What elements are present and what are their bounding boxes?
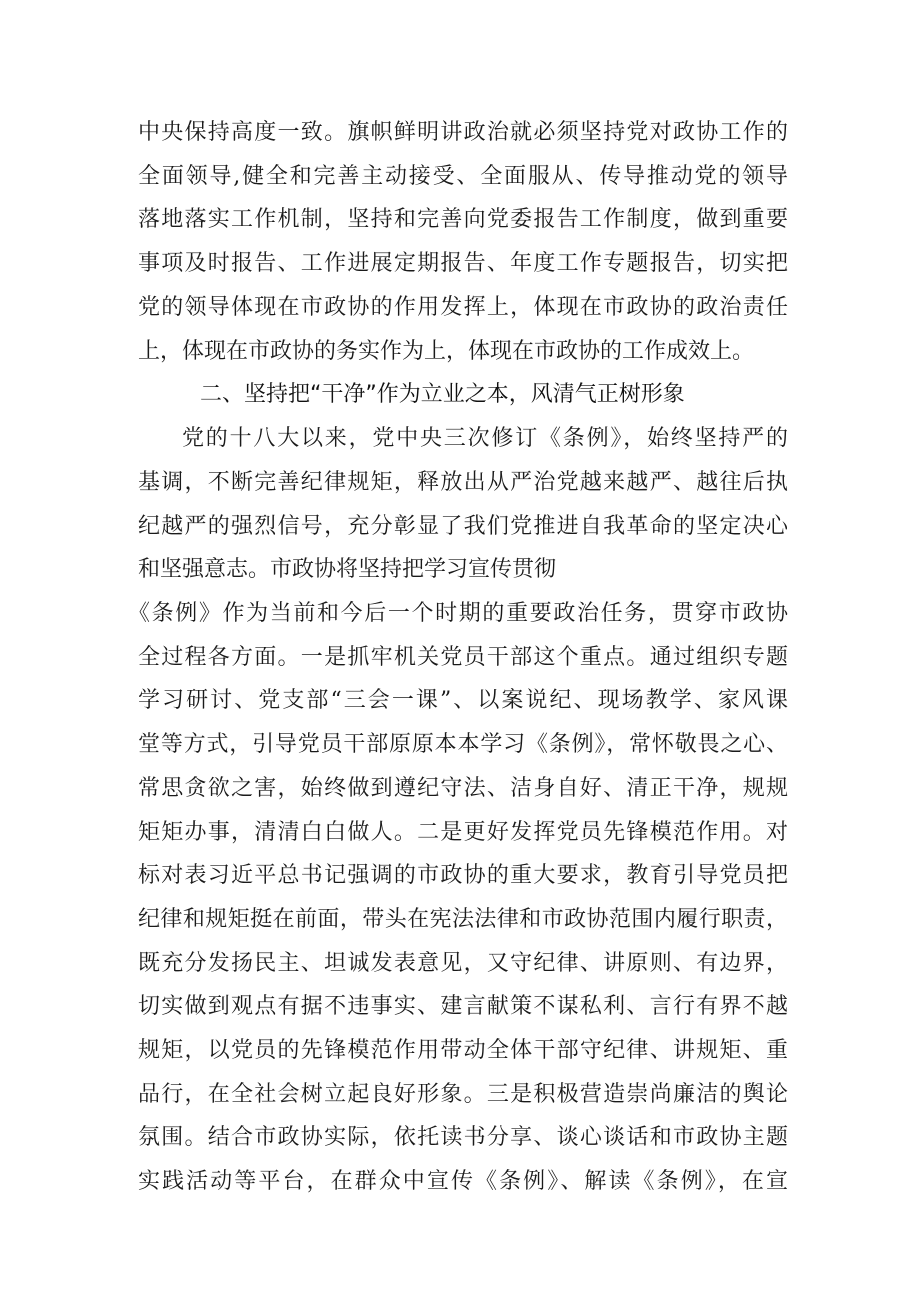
body-text-line: 纪律和规矩挺在前面，带头在宪法法律和市政协范围内履行职责， <box>138 907 788 932</box>
body-text-line: 党的领导体现在市政协的作用发挥上，体现在市政协的政治责任 <box>138 295 788 320</box>
body-text-line: 纪越严的强烈信号，充分彰显了我们党推进自我革命的坚定决心 <box>138 514 788 539</box>
body-text-line: 党的十八大以来，党中央三次修订《条例》，始终坚持严的 <box>182 426 788 451</box>
body-text-line: 堂等方式，引导党员干部原原本本学习《条例》，常怀敬畏之心、 <box>138 732 788 757</box>
body-text-line: 全面领导,健全和完善主动接受、全面服从、传导推动党的领导 <box>138 164 788 189</box>
body-text-line: 全过程各方面。一是抓牢机关党员干部这个重点。通过组织专题 <box>138 645 788 670</box>
body-text-line: 规矩，以党员的先锋模范作用带动全体干部守纪律、讲规矩、重 <box>138 1038 788 1063</box>
section-heading: 二、坚持把“干净”作为立业之本，风清气正树形象 <box>200 382 685 407</box>
body-text-line: 既充分发扬民主、坦诚发表意见，又守纪律、讲原则、有边界， <box>138 951 788 976</box>
body-text-line: 学习研讨、党支部“三会一课”、以案说纪、现场教学、家风课 <box>138 688 788 713</box>
body-text-line: 标对表习近平总书记强调的市政协的重大要求，教育引导党员把 <box>138 863 788 888</box>
body-text-line: 氛围。结合市政协实际，依托读书分享、谈心谈话和市政协主题 <box>138 1125 788 1150</box>
body-text-line: 切实做到观点有据不违事实、建言献策不谋私利、言行有界不越 <box>138 994 788 1019</box>
body-text-line: 和坚强意志。市政协将坚持把学习宣传贯彻 <box>138 557 557 582</box>
body-text-line: 实践活动等平台，在群众中宣传《条例》、解读《条例》，在宣 <box>138 1169 788 1194</box>
body-text-line: 上，体现在市政协的务实作为上，体现在市政协的工作成效上。 <box>138 339 755 364</box>
body-text-line: 《条例》作为当前和今后一个时期的重要政治任务，贯穿市政协 <box>128 601 788 626</box>
body-text-line: 基调，不断完善纪律规矩，释放出从严治党越来越严、越往后执 <box>138 470 788 495</box>
body-text-line: 事项及时报告、工作进展定期报告、年度工作专题报告，切实把 <box>138 251 788 276</box>
body-text-line: 矩矩办事，清清白白做人。二是更好发挥党员先锋模范作用。对 <box>138 820 788 845</box>
body-text-line: 常思贪欲之害，始终做到遵纪守法、洁身自好、清正干净，规规 <box>138 776 788 801</box>
body-text-line: 中央保持高度一致。旗帜鲜明讲政治就必须坚持党对政协工作的 <box>138 120 788 145</box>
body-text-line: 品行，在全社会树立起良好形象。三是积极营造崇尚廉洁的舆论 <box>138 1082 788 1107</box>
body-text-line: 落地落实工作机制，坚持和完善向党委报告工作制度，做到重要 <box>138 207 788 232</box>
